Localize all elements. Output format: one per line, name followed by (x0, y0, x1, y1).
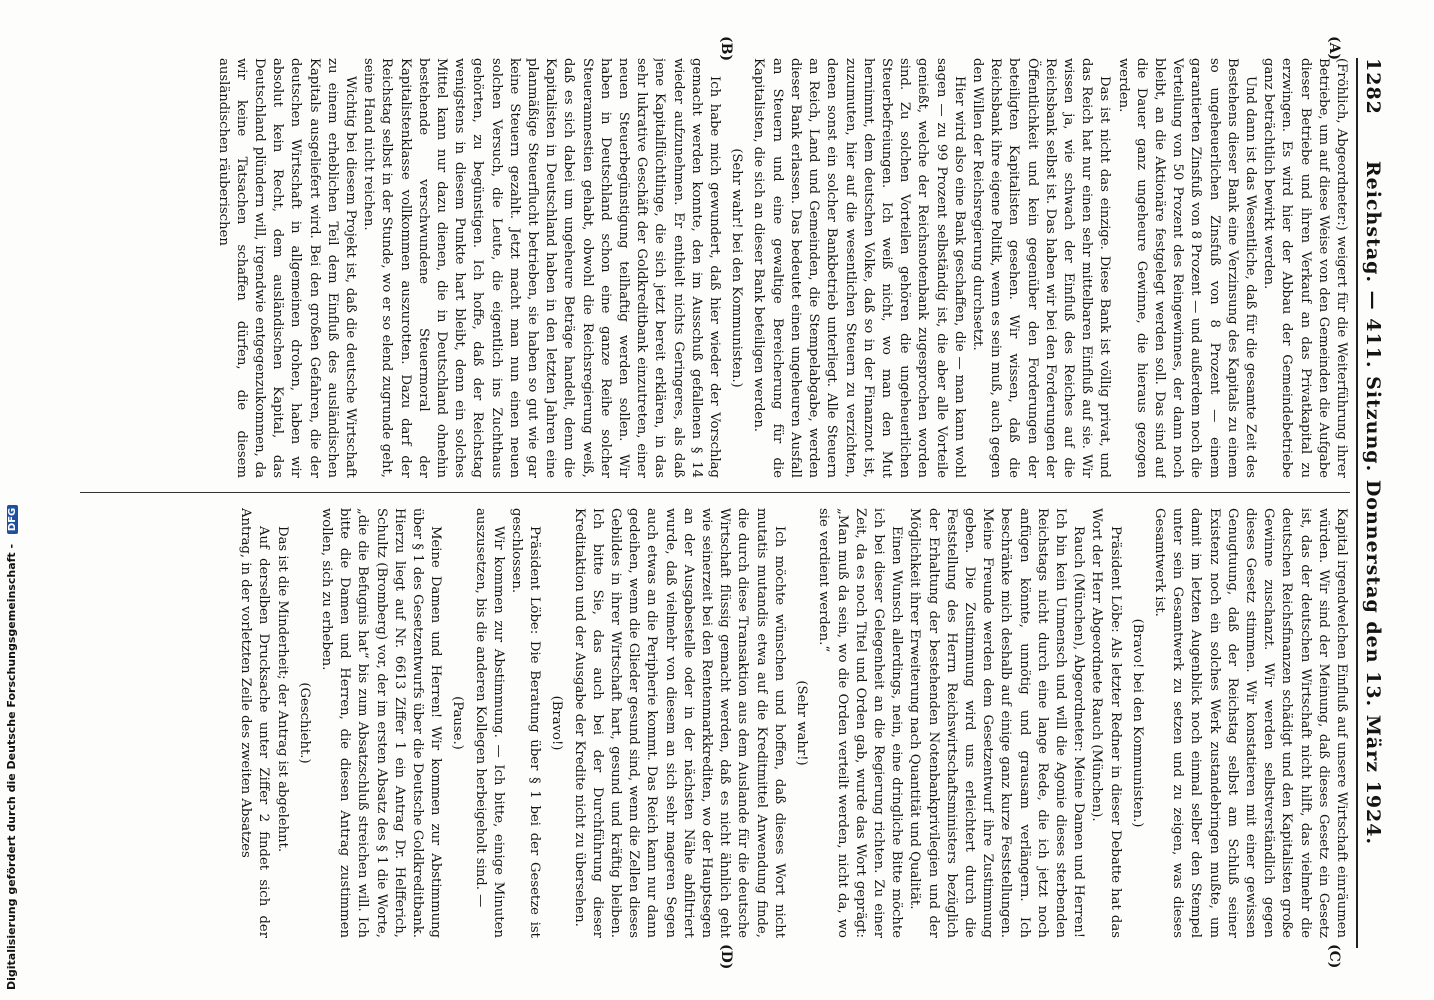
paragraph: Das ist die Minderheit; der Antrag ist abgelehnt. (274, 526, 290, 853)
paragraph: Wichtig bei diesem Projekt ist, daß die deutsche Wirtschaft zu einem erheblichen Teil dem Einfluß des ausländischen Kapitals ausgeliefert wird. Bei den großen Gefahren, die der deutschen Wirtschaft in allgemeinen drohen, haben wir absolut kein Recht, dem ausländischen Kapital, das Deutschland plündern will, irgendwie entgegenzukommen, da wir keine Tatsachen schaffen dürfen, die diesem ausländischen räuberischen (215, 58, 359, 478)
column-divider (80, 492, 1350, 493)
paragraph: Einen Wunsch allerdings, nein, eine dringliche Bitte möchte ich bei dieser Gelegenheit an die Regierung richten. Zu einer Zeit, da es noch Titel und Orden gab, wurde das Wort geprägt: „Man muß da sein, wo die Orden verteilt werden, nicht da, wo sie verdient werden.“ (816, 508, 905, 938)
paragraph: Hier wird also eine Bank geschaffen, die — man kann wohl sagen — zu 99 Prozent selbständig ist, die aber alle Vorteile genießt, welche der Reichsnotenbank zugesprochen worden sind. Zu solchen Vorteilen gehören die ungeheuerlichen Steuerbefreiungen. Ich weiß nicht, wo man den Mut hernimmt, dem deutschen Volke, daß so in der Finanznot ist, zuzumuten, hier auf die wesentlichen Steuern zu verzichten, denen sonst ein solcher Bankbetrieb unterliegt. Alle Steuern an Reich, Land und Gemeinden, die Stempelabgabe, werden dieser Bank erlassen. Das bedeutet einen ungeheuren Ausfall an Steuern und eine gewaltige Bereicherung für die Kapitalisten, die sich an dieser Bank beteiligen werden. (751, 58, 967, 478)
digitization-footer (5, 505, 18, 990)
paragraph: Auf derselben Drucksache unter Ziffer 2 findet sich der Antrag, in der vorletzten Zeile des zweiten Absatzes (238, 508, 272, 938)
interjection: (Sehr wahr!) (794, 680, 810, 766)
paragraph: Meine Damen und Herren! Wir kommen zur Abstimmung über § 1 des Gesetzentwurfs über die Deutsche Goldkreditbank. Hierzu liegt auf Nr. 6613 Ziffer 1 ein Antrag Dr. Helfferich, Schultz (Bromberg) vor, der im ersten Absatz des § 1 die Worte, „die die Befugnis hat“ bis zum Absatzschluß streichen will. Ich bitte die Damen und Herren, die diesen Antrag zustimmen wollen, sich zu erheben. (319, 508, 444, 938)
paragraph: Und dann ist das Wesentliche, daß für die gesamte Zeit des Bestehens dieser Bank eine Verzinsung des Kapitals zu einem so ungeheuerlichen Zinsfuß von 8 Prozent — einem garantierten Zinsfuß von 8 Prozent — und außerdem noch die Verteilung von 50 Prozent des Reingewinnes, der dann noch bleibt, an die Aktionäre festgelegt werden soll. Das sind auf die Dauer ganz ungeheure Gewinne, die hieraus gezogen werden. (1115, 58, 1258, 478)
paragraph: Ich möchte wünschen und hoffen, daß dieses Wort nicht mutatis mutandis etwa auf die Kreditmittel Anwendung finde, die durch diese Transaktion aus dem Auslande für die deutsche Wirtschaft flüssig gemacht werden, daß es nicht ähnlich geht wie seinerzeit bei den Rentenmarkkrediten, wo der Hauptsegen an der Ausgabestelle oder in der nächsten Nähe abfiltriert wurde, daß vielmehr von diesem an sich sehr mageren Segen auch etwas an die Peripherie kommt. Das Reich kann nur dann gedeihen, wenn die Glieder gesund sind, wenn die Zellen dieses Gebildes in ihrer Wirtschaft hart, gesund und kräftig bleiben. Ich bitte Sie, das auch bei der Durchführung dieser Kreditaktion und der Ausgabe der Kredite nicht zu übersehen. (571, 508, 787, 938)
margin-marker-c: (C) (1326, 944, 1342, 969)
interjection: (Bravo!) (549, 695, 565, 751)
paragraph: Das ist nicht das einzige. Diese Bank ist völlig privat, und das Reich hat nur einen sehr mittelbaren Einfluß auf sie. Wir wissen ja, wie schwach der Einfluß des Reiches auf die Reichsbank selbst ist. Das haben wir bei den Forderungen der Öffentlichkeit und kein gegenüber den Forderungen der beteiligten Kapitalisten gesehen. Wir wissen, daß die Reichsbank ihre eigene Politik, wenn es sein muß, auch gegen den Willen der Reichsregierung durchsetzt. (969, 58, 1113, 478)
margin-marker-b: (B) (718, 36, 734, 62)
left-text-column (80, 58, 1350, 478)
paragraph: Kapital irgendwelchen Einfluß auf unsere Wirtschaft einräumen würden. Wir sind der Meinung, daß dieses Gesetz ein Gesetz ist, das der deutschen Wirtschaft nicht hilft, das vielmehr die deutschen Reichsfinanzen schädigt und den Kapitalisten große Gewinne zuschanzt. Wir werden selbstverständlich gegen dieses Gesetz stimmen. Wir konstatieren mit einer gewissen Genugtuung, daß der Reichstag selbst am Schluß seiner Existenz noch ein solches Werk zustandebringen mußte, um damit im letzten Augenblick noch einmal selber den Stempel unter sein Gesamtwerk zu setzen und zu zeigen, was dieses Gesamtwerk ist. (1151, 508, 1349, 938)
speaker-paragraph: Rauch (München), Abgeordneter: Meine Damen und Herren! Ich bin kein Unmensch und will die Agonie dieses sterbenden Reichstags nicht durch eine lange Rede, die ich jetzt noch anfügen könnte, unnötig und grausam verlängern. Ich beschränke mich deshalb auf einige ganz kurze Feststellungen. Meine Freunde werden dem Gesetzentwurf ihre Zustimmung geben. Die Zustimmung wird uns erleichtert durch die Feststellung des Herrn Reichswirtschaftsministers bezüglich der Erhaltung der bestehenden Notenbankprivilegien und der Möglichkeit ihrer Erweiterung nach Quantität und Qualität. (907, 508, 1087, 938)
margin-marker-a: (A) (1326, 36, 1342, 61)
page-number: 1282 (1362, 58, 1384, 115)
paragraph: Ich habe mich gewundert, daß hier wieder der Vorschlag gemacht werden konnte, den im Ausschuß gefallenen § 14 wieder aufzunehmen. Er enthielt nichts Geringeres, als daß jene Kapitalflüchtlinge, die sich jetzt bereit erklären, in das sehr lukrative Geschäft der Goldkreditbank einzutreten, einer neuen Steuerbegünstigung teilhaftig werden sollen. Wir haben in Deutschland schon eine ganze Reihe solcher Steueramnestien gehabt, obwohl die Reichsregierung weiß, daß es sich dabei um ungeheure Beträge handelt, denn die Kapitalisten in Deutschland haben in den letzten Jahren eine planmäßige Steuerflucht betrieben, sie haben so gut wie gar keine Steuern gezahlt. Jetzt macht man nun einen neuen solchen Versuch, die Leute, die eigentlich ins Zuchthaus gehörten, zu begünstigen. Ich hoffe, daß der Reichstag wenigstens in diesem Punkte hart bleibt, denn ein solches Mittel kann nur dazu dienen, die in Deutschland ohnehin bestehende verschwundene Steuermoral der Kapitalistenklasse vollkommen auszurotten. Dazu darf der Reichstag selbst in der Stunde, wo er so elend zugrunde geht, seine Hand nicht reichen. (361, 58, 723, 478)
footer-text: Digitalisierung gefördert durch die Deutsche Forschungsgemeinschaft - (5, 543, 18, 990)
right-text-column (80, 508, 1350, 938)
interjection: (Bravo! bei den Kommunisten.) (1129, 618, 1145, 828)
dfg-logo: DFG (7, 505, 18, 534)
paragraph: Wir kommen zur Abstimmung. — Ich bitte, einige Minuten auszusetzen, bis die anderen Kollegen herbeigeholt sind. — (472, 508, 506, 938)
interjection: (Pause.) (450, 696, 466, 750)
paragraph: (Fröhlich, Abgeordneter:) weigert für die Weiterführung ihrer Betriebe, um auf diese Weise von den Gemeinden die Aufgabe dieser Betriebe und ihren Verkauf an das Privatkapital zu erzwingen. Es wird hier der Abbau der Gemeindebetriebe ganz beträchtlich bewirkt werden. (1261, 58, 1349, 478)
page-header (1356, 58, 1386, 948)
speaker-paragraph: Präsident Löbe: Die Beratung über § 1 bei der Gesetze ist geschlossen. (509, 508, 543, 938)
interjection: (Geschieht.) (296, 682, 312, 764)
margin-marker-d: (D) (718, 944, 734, 970)
speaker-paragraph: Präsident Löbe: Als letzter Redner in dieser Debatte hat das Wort der Herr Abgeordnete Rauch (München). (1089, 508, 1123, 938)
interjection: (Sehr wahr! bei den Kommunisten.) (729, 148, 745, 388)
page-title: Reichstag. — 411. Sitzung. Donnerstag den 13. März 1924. (1362, 160, 1384, 846)
